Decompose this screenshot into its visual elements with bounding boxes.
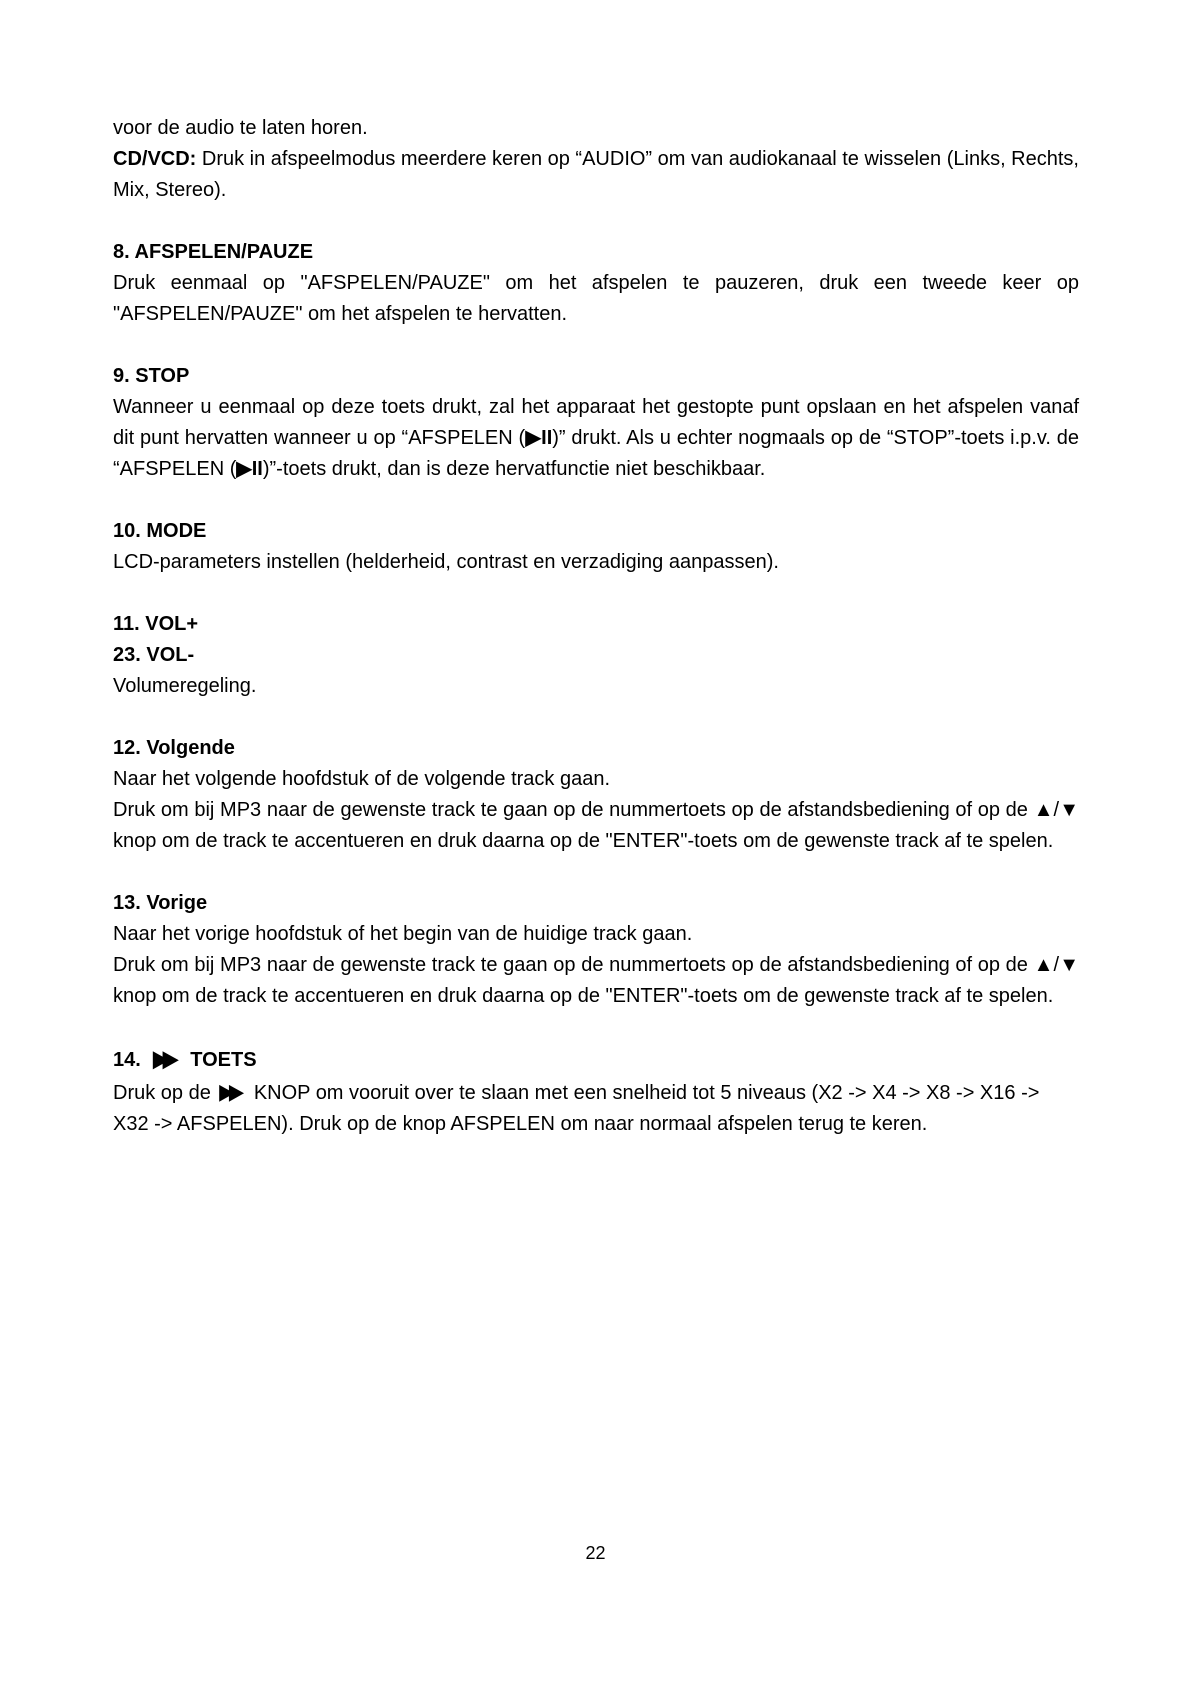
section-title: 13. Vorige [113, 892, 208, 914]
fast-forward-icon: ▶▶ [153, 1046, 174, 1071]
section-stop [113, 361, 1079, 485]
section-afspelen-pauze [113, 237, 1079, 330]
text-part: )”-toets drukt, dan is deze hervatfunctie niet beschikbaar. [262, 458, 766, 480]
section-text: Druk eenmaal op "AFSPELEN/PAUZE" om het afspelen te pauzeren, druk een tweede keer op "AFSPELEN/PAUZE" om het afspelen te hervatten. [113, 272, 1079, 325]
text-part: Wanneer u eenmaal op deze toets drukt, zal het apparaat het gestopte punt opslaan en het afspelen vanaf dit punt hervatten wanneer u op “AFSPELEN ( [113, 396, 1079, 449]
section-text: Naar het vorige hoofdstuk of het begin van de huidige track gaan. [113, 923, 693, 945]
section-title-vol-plus: 11. VOL+ [113, 613, 199, 635]
section-title-word: TOETS [190, 1049, 257, 1071]
page-number: 22 [585, 1543, 606, 1563]
section-text [113, 392, 1079, 485]
cdvcd-paragraph [113, 144, 1079, 206]
section-title: 8. AFSPELEN/PAUZE [113, 241, 314, 263]
section-text-mp3: Druk om bij MP3 naar de gewenste track te gaan op de nummertoets op de afstandsbediening of op de ▲/▼ knop om de track te accentueren en druk daarna op de "ENTER"-toets om de gewenste track af te spelen. [113, 954, 1079, 1007]
section-forward [113, 1043, 1079, 1140]
text-part: Druk op de [113, 1082, 211, 1104]
text-part: )” drukt. Als u echter nogmaals op de “STOP”-toets i.p.v. de “AFSPELEN ( [113, 427, 1080, 480]
section-title-vol-minus: 23. VOL- [113, 644, 195, 666]
section-title [113, 1043, 1079, 1076]
section-number: 14. [113, 1049, 141, 1071]
section-volume [113, 609, 1079, 702]
play-pause-icon: ▶II [236, 458, 263, 480]
section-text: LCD-parameters instellen (helderheid, contrast en verzadiging aanpassen). [113, 551, 779, 573]
intro-line: voor de audio te laten horen. [113, 117, 368, 139]
section-mode [113, 516, 1079, 578]
fast-forward-icon: ▶▶ [219, 1079, 240, 1104]
text-part: KNOP om vooruit over te slaan met een snelheid tot 5 niveaus (X2 -> X4 -> X8 -> X16 -> X32 -> AFSPELEN). Druk op de knop AFSPELEN om naar normaal afspelen terug te keren. [113, 1082, 1040, 1135]
section-vorige [113, 888, 1079, 1012]
section-title: 12. Volgende [113, 737, 235, 759]
section-text [113, 1076, 1079, 1140]
section-text: Volumeregeling. [113, 675, 257, 697]
section-title: 10. MODE [113, 520, 207, 542]
section-volgende [113, 733, 1079, 857]
section-text-mp3: Druk om bij MP3 naar de gewenste track te gaan op de nummertoets op de afstandsbediening of op de ▲/▼ knop om de track te accentueren en druk daarna op de "ENTER"-toets om de gewenste track af te spelen. [113, 799, 1079, 852]
section-text: Naar het volgende hoofdstuk of de volgende track gaan. [113, 768, 611, 790]
cdvcd-text: Druk in afspeelmodus meerdere keren op “AUDIO” om van audiokanaal te wisselen (Links, Rechts, Mix, Stereo). [113, 148, 1079, 201]
cdvcd-label: CD/VCD: [113, 148, 197, 170]
page-content [113, 113, 1079, 1140]
section-title: 9. STOP [113, 365, 190, 387]
play-pause-icon: ▶II [525, 427, 553, 449]
